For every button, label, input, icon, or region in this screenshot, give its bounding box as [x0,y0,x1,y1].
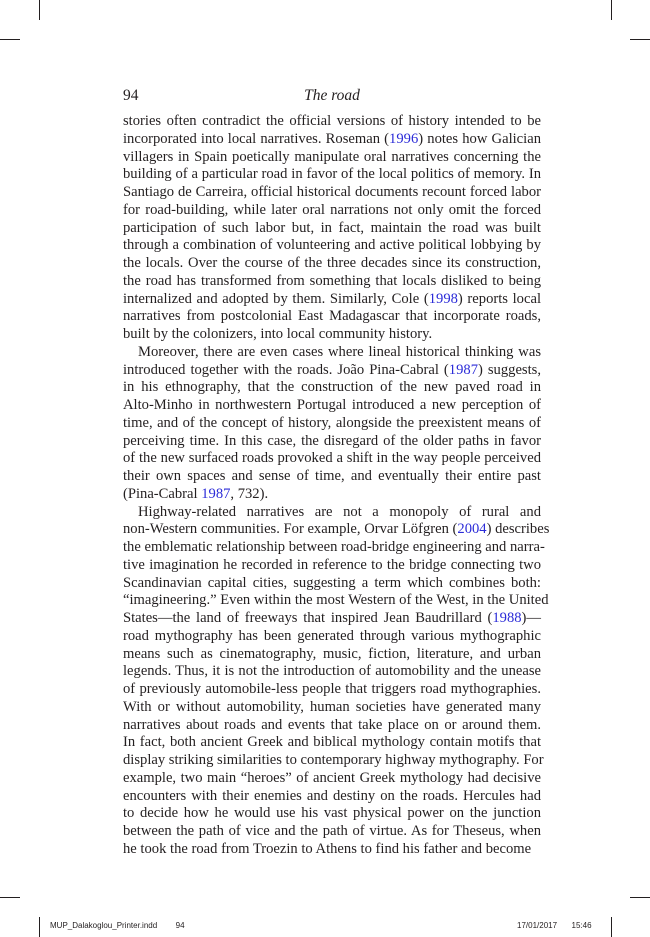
citation-link[interactable]: 1987 [201,485,231,502]
text-line: Santiago de Carreira, official historical documents recount forced labor [123,184,541,200]
running-title: The road [304,87,360,104]
text-line: With or without automobility, human societies have generated many [123,698,541,715]
body-text [123,113,550,859]
slug-timestamp [517,921,592,930]
citation-link[interactable]: 2004 [457,521,487,538]
citation-link[interactable]: 1988 [492,610,522,626]
text-line: participation of such labor but, in fact, maintain the road was built [123,219,541,236]
crop-mark [611,917,612,937]
text-line: Highway-related narratives are not a monopoly of rural and [138,503,541,520]
text-line: legends. Thus, it is not the introduction of automobility and the unease [123,663,541,680]
text-line: the emblematic relationship between road-bridge engineering and narra- [123,539,545,555]
text-line: perceiving time. In this case, the disregard of the older paths in favor [123,432,541,449]
crop-mark [39,0,40,20]
text-line: of the new surfaced roads provoked a shift in the way people perceived [123,450,541,467]
text-line: stories often contradict the official versions of history intended to be [123,113,541,129]
paragraph [123,344,541,504]
text-line: display striking similarities to contemporary highway mythography. For [123,752,544,768]
text-line: example, two main “heroes” of ancient Greek mythology had decisive [123,769,541,786]
text-line: narratives from postcolonial East Madagascar that incorporate roads, [123,308,541,325]
text-line: encounters with their enemies and destiny on the roads. Hercules had [123,787,541,804]
slug-file-info [50,921,185,930]
text-line: built by the colonizers, into local community history. [123,326,433,342]
text-line: Moreover, there are even cases where lineal historical thinking was [138,343,541,360]
crop-mark [630,897,650,898]
text-line: non-Western communities. For example, Orvar Löfgren (2004) describes [123,521,550,538]
text-line: internalized and adopted by them. Similarly, Cole (1998) reports local [123,290,541,307]
text-line: Scandinavian capital cities, suggesting a term which combines both: [123,574,541,591]
citation-link[interactable]: 1996 [389,130,419,147]
text-line: In fact, both ancient Greek and biblical mythology contain motifs that [123,734,541,751]
text-line: to decide how he would use his vast physical power on the junction [123,805,541,822]
citation-link[interactable]: 1987 [448,361,478,378]
crop-mark [611,0,612,20]
page-number: 94 [123,87,139,104]
citation-link[interactable]: 1998 [428,290,458,307]
text-line: Alto-Minho in northwestern Portugal introduced a new perception of [123,397,541,413]
crop-mark [0,897,20,898]
text-line: in his ethnography, that the construction of the new paved road in [123,379,541,396]
slug-date: 17/01/2017 [517,921,558,930]
text-line: the road has transformed from something that locals disliked to being [123,272,541,289]
paragraph [123,113,541,344]
text-line: introduced together with the roads. João Pina-Cabral (1987) suggests, [123,361,541,378]
text-line: “imagineering.” Even within the most Western of the West, in the United [123,592,549,609]
text-line: building of a particular road in favor of the local politics of memory. In [123,166,541,183]
paragraph [123,503,550,859]
slug-time: 15:46 [571,921,592,930]
slug-page: 94 [175,921,185,930]
text-line: road mythography has been generated through various mythographic [123,627,541,644]
page-header [123,87,541,107]
text-line: means such as cinematography, music, fiction, literature, and urban [123,645,541,662]
text-line: between the path of vice and the path of virtue. As for Theseus, when [123,823,541,839]
crop-mark [630,39,650,40]
text-line: incorporated into local narratives. Roseman (1996) notes how Galician [123,130,541,147]
text-line: he took the road from Troezin to Athens to find his father and become [123,840,532,857]
text-line: the locals. Over the course of the three decades since its construction, [123,255,541,271]
crop-mark [39,917,40,937]
text-line: (Pina-Cabral 1987, 732). [123,485,269,502]
text-line: for road-building, while later oral narrations not only omit the forced [123,201,541,218]
text-line: of previously automobile-less people that triggers road mythographies. [123,681,541,697]
text-line: through a combination of volunteering and active political lobbying by [123,237,541,254]
text-line: their own spaces and sense of time, and eventually their entire past [123,468,541,484]
text-line: time, and of the concept of history, alongside the preexistent means of [123,414,541,431]
text-line: narratives about roads and events that take place on or around them. [123,716,541,733]
slug-filename: MUP_Dalakoglou_Printer.indd [50,921,158,930]
text-line: tive imagination he recorded in reference to the bridge connecting two [123,556,541,573]
text-line: villagers in Spain poetically manipulate oral narratives concerning the [123,148,541,165]
crop-mark [0,39,20,40]
text-line: States—the land of freeways that inspired Jean Baudrillard (1988)— [123,610,541,626]
